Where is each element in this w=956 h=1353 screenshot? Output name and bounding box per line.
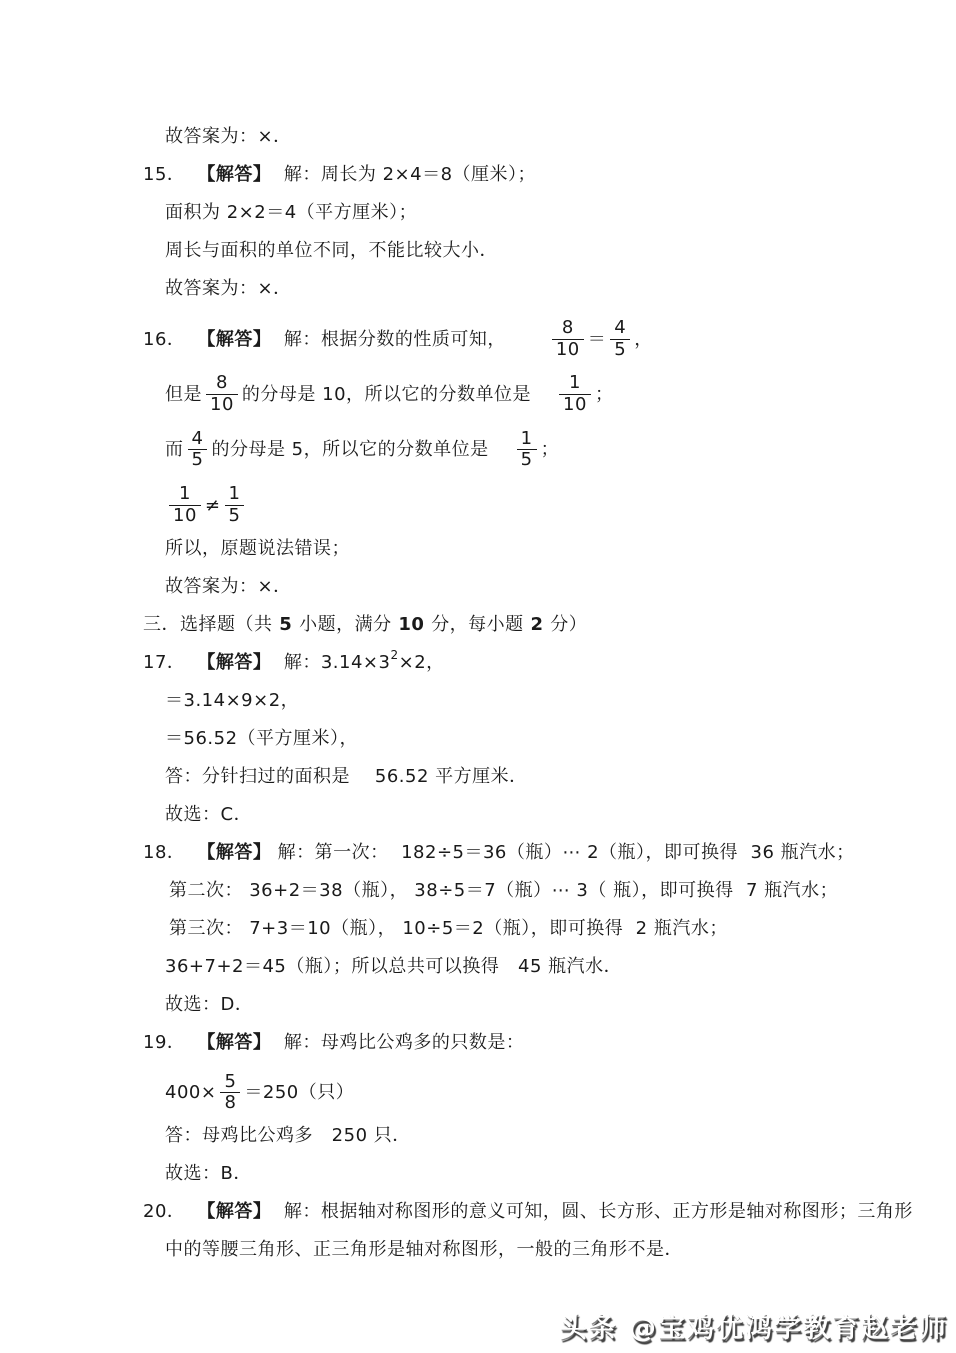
text-segment: 所以，原题说法错误； [165,537,350,559]
document-line [143,994,938,1015]
document-line [143,1163,938,1184]
document-line [143,690,938,711]
text-segment: 400× [165,1082,217,1104]
fraction-denominator: 8 [220,1092,240,1114]
superscript: 2 [390,647,399,662]
text-segment: 分） [550,613,588,635]
text-segment: ＝3.14×9×2， [165,689,300,711]
document-line [143,647,938,673]
fraction [206,373,238,415]
text-segment: 中的等腰三角形、正三角形是轴对称图形，一般的三角形不是． [165,1238,683,1260]
answer-tag: 【解答】 [197,164,272,185]
text-segment: ≠ [204,494,221,516]
answer-tag: 【解答】 [197,841,272,863]
fraction [517,429,537,471]
text-segment: 故答案为：×． [165,278,292,299]
text-segment: 答：分针扫过的面积是 56.52 平方厘米． [165,765,528,787]
document-line [143,728,938,749]
answer-tag: 【解答】 [197,1200,272,1222]
fraction-denominator: 5 [517,449,537,471]
document-line [143,804,938,825]
document-line [143,1239,938,1260]
text-segment: 故选：C． [165,803,253,825]
text-segment: 答：母鸡比公鸡多 250 只． [165,1124,411,1146]
document-line [143,316,938,362]
document-line [143,880,938,901]
text-segment: ＝56.52（平方厘米）， [165,727,359,749]
text-segment: 分，每小题 [431,613,524,635]
item-number: 15． [143,164,186,185]
document-line [143,371,938,417]
text-segment: ×2， [398,651,445,673]
text-segment: 小题，满分 [299,613,392,635]
answer-tag: 5 [272,613,300,635]
text-segment: 故答案为：×． [165,126,292,147]
document-line [143,1032,938,1053]
spacer [489,449,513,450]
fraction-numerator: 1 [178,483,191,505]
fraction [169,484,201,526]
text-segment: 解：根据轴对称图形的意义可知，圆、长方形、正方形是轴对称图形；三角形 [271,1200,913,1222]
fraction-denominator: 10 [169,505,201,527]
document-line [143,278,938,299]
fraction [559,373,591,415]
text-segment: 解：周长为 2×4＝8（厘米）； [271,164,537,185]
item-number: 16． [143,328,186,350]
text-segment: 周长与面积的单位不同，不能比较大小． [165,240,498,261]
fraction-denominator: 10 [559,394,591,416]
text-segment: 解：母鸡比公鸡多的只数是： [271,1031,525,1053]
text-segment: 故选：D． [165,993,254,1015]
text-segment: 解：3.14×3 [271,651,391,673]
text-segment: 的分母是 5，所以它的分数单位是 [211,439,489,461]
text-segment: ＝ [587,328,607,350]
item-number: 19． [143,1031,186,1053]
document-line [143,427,938,473]
answer-tag: 2 [523,613,551,635]
document-line [143,538,938,559]
fraction-denominator: 5 [610,339,630,361]
fraction [220,1072,240,1114]
section-header [143,614,938,635]
document-line [143,1125,938,1146]
document-line [143,240,938,261]
fraction [552,318,584,360]
fraction-denominator: 5 [225,505,245,527]
fraction-denominator: 10 [206,394,238,416]
text-segment: 第三次： 7+3＝10（瓶）， 10÷5＝2（瓶），即可换得 2 瓶汽水； [169,917,728,939]
text-segment: 36+7+2＝45（瓶）；所以总共可以换得 45 瓶汽水． [165,955,623,977]
spacer [531,394,555,395]
document-line [143,126,938,147]
fraction-numerator: 8 [561,317,574,338]
fraction-denominator: 10 [552,339,584,361]
document-line [143,956,938,977]
document-line [143,202,938,223]
fraction [225,484,245,526]
fraction-numerator: 1 [520,427,533,449]
fraction-numerator: 4 [191,427,204,449]
document-line [143,766,938,787]
item-number: 18． [143,841,186,863]
spacer [506,339,548,340]
answer-tag: 10 [391,613,432,635]
fraction-numerator: 1 [228,483,241,505]
document-body [143,126,938,1277]
item-number: 20． [143,1200,186,1222]
document-line [143,842,938,863]
text-segment: 故答案为：×． [165,575,292,597]
text-segment: 解：第一次： 182÷5＝36（瓶）⋯ 2（瓶），即可换得 36 瓶汽水； [271,841,855,863]
text-segment: ； [540,439,560,461]
fraction [188,429,208,471]
text-segment: 第二次： 36+2＝38（瓶）， 38÷5＝7（瓶）⋯ 3（ 瓶），即可换得 7 瓶汽水； [169,879,839,901]
answer-tag: 【解答】 [197,328,272,350]
text-segment: 解：根据分数的性质可知， [271,328,506,350]
item-number: 17． [143,651,186,673]
document-line [143,1070,938,1116]
text-segment: 面积为 2×2＝4（平方厘米）； [165,202,418,223]
text-segment: 故选：B． [165,1162,252,1184]
fraction-denominator: 5 [188,449,208,471]
text-segment: ， [634,328,653,350]
fraction-numerator: 8 [215,372,228,394]
answer-tag: 【解答】 [197,651,272,673]
watermark-text: 头条 @宝鸡优鸿学教育赵老师 [559,1313,948,1344]
fraction-numerator: 4 [614,317,627,338]
text-segment: 三．选择题（共 [143,613,273,635]
text-segment: 的分母是 10，所以它的分数单位是 [241,384,532,406]
fraction-numerator: 1 [569,372,581,394]
text-segment: ； [594,384,614,406]
document-line [143,918,938,939]
document-line [143,482,938,528]
document-line [143,164,938,185]
fraction [610,318,630,360]
text-segment: ＝250（只） [244,1082,355,1104]
text-segment: 而 [165,439,184,461]
document-line [143,576,938,597]
answer-tag: 【解答】 [197,1031,272,1053]
text-segment: 但是 [165,384,202,406]
fraction-numerator: 5 [224,1070,237,1092]
document-line [143,1201,938,1222]
